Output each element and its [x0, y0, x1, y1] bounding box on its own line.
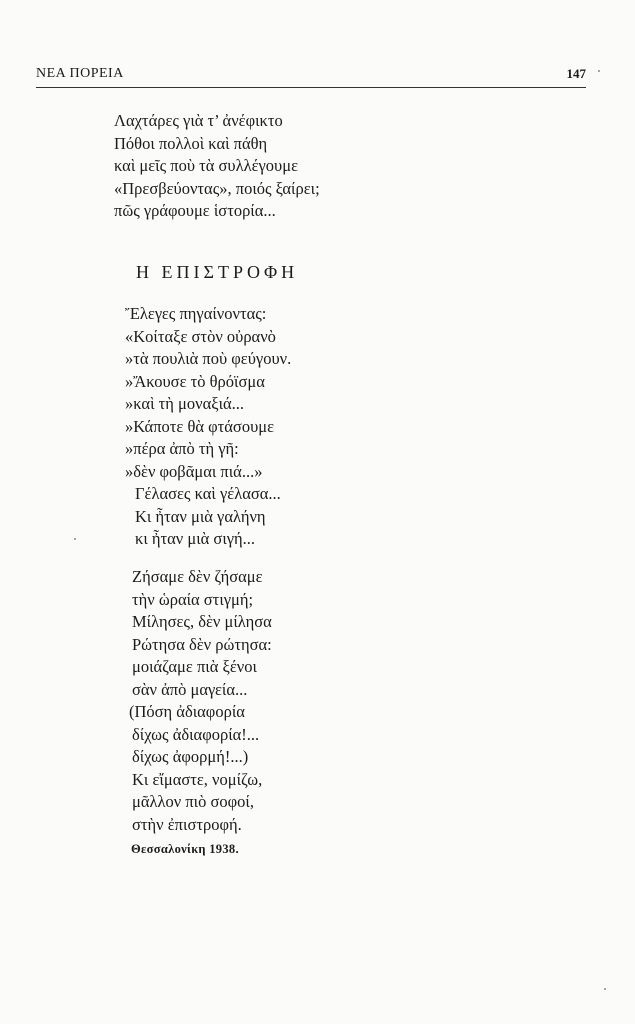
poem-stanza-1	[125, 303, 291, 551]
poem-line: (Πόση ἀδιαφορία	[129, 702, 245, 721]
poem-line: Ζήσαμε δὲν ζήσαμε	[132, 567, 263, 586]
poem-line: πῶς γράφουμε ἱστορία...	[114, 201, 276, 220]
poem-line: στὴν ἐπιστροφή.	[132, 814, 242, 834]
intro-stanza	[114, 110, 320, 223]
scan-speck	[74, 538, 76, 540]
poem-line: »Ἄκουσε τὸ θρόϊσμα	[125, 371, 265, 391]
poem-line: «Κοίταξε στὸν οὐρανὸ	[125, 326, 276, 346]
poem-line: δίχως ἀδιαφορία!...	[132, 724, 260, 744]
poem-line: Μίλησες, δὲν μίλησα	[132, 612, 272, 631]
scan-speck	[598, 70, 600, 72]
scan-speck	[604, 988, 606, 990]
poem-line: δίχως ἀφορμή!...)	[132, 747, 249, 766]
poem-line: »καὶ τὴ μοναξιά...	[125, 394, 245, 413]
poem-line: Λαχτάρες γιὰ τ’ ἀνέφικτο	[114, 111, 283, 130]
poem-line: τὴν ὡραία στιγμή;	[132, 589, 254, 609]
poem-line: Ἔλεγες πηγαίνοντας:	[125, 304, 267, 323]
poem-line: Κι ἦταν μιὰ γαλήνη	[135, 506, 266, 526]
poem-line: Ρώτησα δὲν ρώτησα:	[132, 634, 272, 654]
poem-line: Κι εἴμαστε, νομίζω,	[132, 769, 263, 789]
poem-line: Γέλασες καὶ γέλασα...	[135, 484, 281, 503]
poem-line: σὰν ἀπὸ μαγεία...	[132, 679, 248, 699]
page-header	[36, 63, 586, 88]
poem-line: »πέρα ἀπὸ τὴ γῆ:	[125, 439, 239, 458]
poem-line: μᾶλλον πιὸ σοφοί,	[132, 792, 254, 811]
poem-line: καὶ μεῖς ποὺ τὰ συλλέγουμε	[114, 156, 299, 175]
place-date-signature: Θεσσαλονίκη 1938.	[131, 842, 239, 856]
poem-line: μοιάζαμε πιὰ ξένοι	[132, 657, 257, 676]
poem-line: »τὰ πουλιὰ ποὺ φεύγουν.	[125, 349, 292, 368]
poem-stanza-2	[129, 566, 272, 836]
poem-line: »Κάποτε θὰ φτάσουμε	[125, 416, 275, 436]
poem-line: κι ἦταν μιὰ σιγή...	[135, 529, 256, 548]
page-number: 147	[566, 66, 586, 81]
poem-line: »δὲν φοβᾶμαι πιά...»	[125, 461, 263, 481]
poem-title: Η ΕΠΙΣΤΡΟΦΗ	[136, 262, 299, 282]
poem-line: Πόθοι πολλοὶ καὶ πάθη	[114, 133, 268, 153]
poem-line: «Πρεσβεύοντας», ποιός ξαίρει;	[114, 178, 320, 198]
journal-title: ΝΕΑ ΠΟΡΕΙΑ	[36, 66, 124, 81]
